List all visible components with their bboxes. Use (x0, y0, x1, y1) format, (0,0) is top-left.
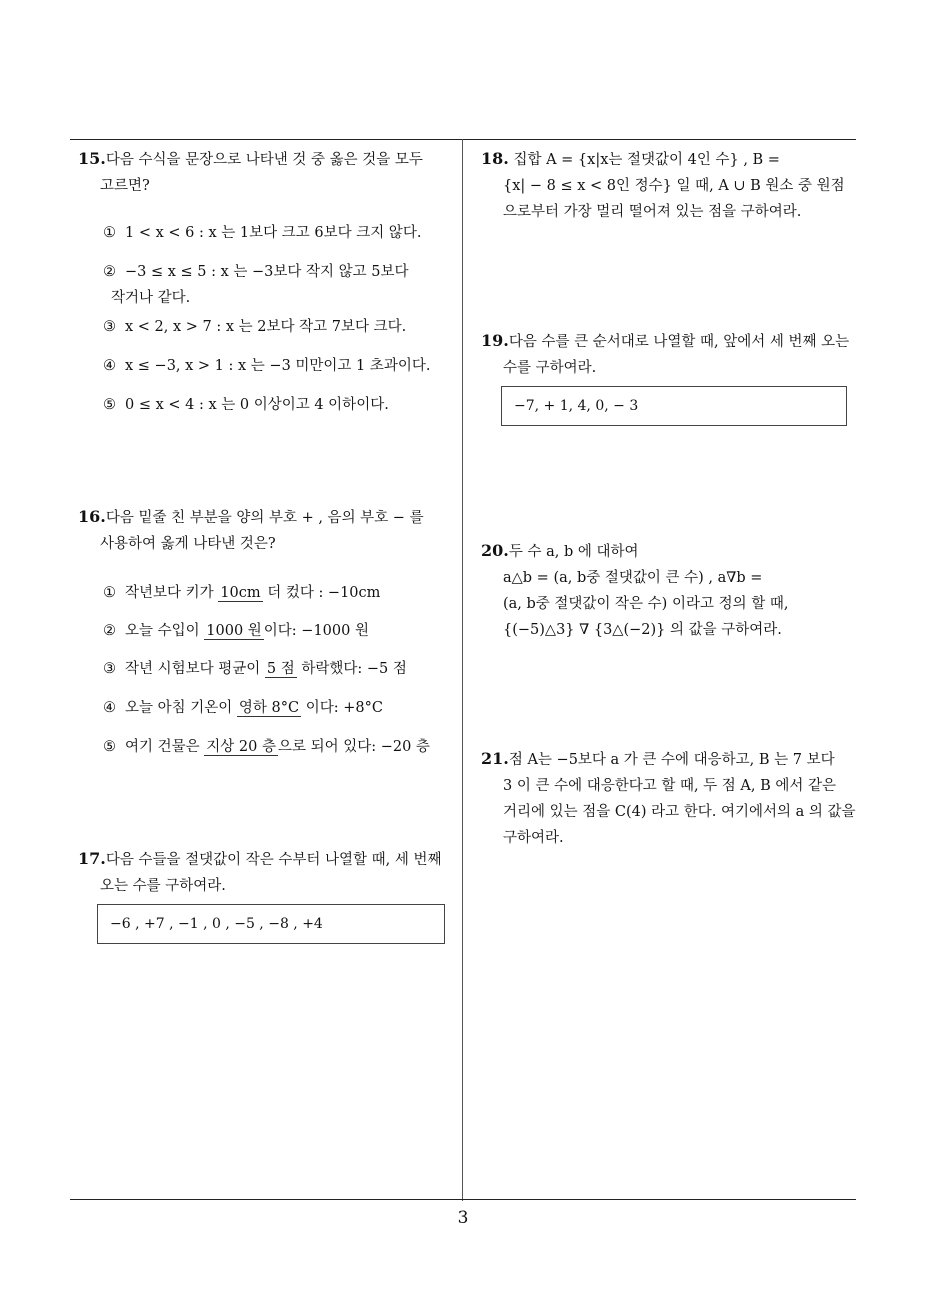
option-mark: ② (103, 264, 116, 280)
question-number: 15. (78, 149, 106, 168)
question-number: 21. (481, 749, 509, 768)
question-16 (78, 504, 456, 557)
question-text: 집합 A = {x|x는 절댓값이 4인 수} , B = (513, 152, 780, 168)
option-mark: ① (103, 585, 116, 601)
q16-option-4[interactable] (103, 695, 453, 721)
question-19 (481, 328, 859, 381)
q15-option-3[interactable] (103, 314, 453, 340)
option-text: 이다: −1000 원 (263, 623, 369, 639)
option-text: x ≤ −3, x > 1 : x 는 −3 미만이고 1 초과이다. (125, 358, 431, 374)
question-number: 17. (78, 849, 106, 868)
question-17 (78, 846, 456, 899)
option-text: 작년보다 키가 (125, 585, 219, 601)
question-number: 19. (481, 331, 509, 350)
option-text: 오늘 아침 기온이 (125, 700, 237, 716)
question-text: 다음 수들을 절댓값이 작은 수부터 나열할 때, 세 번째 (105, 852, 442, 868)
option-text: x < 2, x > 7 : x 는 2보다 작고 7보다 크다. (125, 319, 407, 335)
question-text-continued: 거리에 있는 점을 C(4) 라고 한다. 여기에서의 a 의 값을 (503, 804, 856, 820)
option-text: 이다: +8°C (301, 700, 383, 716)
option-mark: ③ (103, 319, 116, 335)
bottom-rule (70, 1199, 856, 1200)
option-text: 더 컸다 : −10cm (262, 585, 381, 601)
q15-option-2[interactable] (103, 259, 453, 311)
question-text-continued: 으로부터 가장 멀리 떨어져 있는 점을 구하여라. (503, 204, 802, 220)
question-text: 다음 수를 큰 순서대로 나열할 때, 앞에서 세 번째 오는 (508, 334, 850, 350)
option-text: −3 ≤ x ≤ 5 : x 는 −3보다 작지 않고 5보다 (125, 264, 409, 280)
option-text-continued: 작거나 같다. (111, 290, 191, 306)
option-mark: ① (103, 225, 116, 241)
question-20 (481, 538, 859, 643)
question-18 (481, 146, 859, 225)
option-mark: ③ (103, 661, 116, 677)
option-mark: ④ (103, 700, 116, 716)
option-text: 으로 되어 있다: −20 층 (277, 739, 430, 755)
q16-option-3[interactable] (103, 656, 453, 682)
question-text: 다음 밑줄 친 부분을 양의 부호 + , 음의 부호 − 를 (105, 510, 424, 526)
question-15 (78, 146, 456, 199)
question-text: 두 수 a, b 에 대하여 (508, 544, 639, 560)
q15-option-4[interactable] (103, 353, 453, 379)
q15-option-1[interactable] (103, 220, 453, 246)
question-text-continued: (a, b중 절댓값이 작은 수) 이라고 정의 할 때, (503, 596, 789, 612)
question-text-continued: 오는 수를 구하여라. (100, 878, 226, 894)
q16-option-2[interactable] (103, 618, 453, 644)
question-number: 16. (78, 507, 106, 526)
underlined-part: 10cm (220, 585, 261, 601)
question-text-continued: a△b = (a, b중 절댓값이 큰 수) , a∇b = (503, 570, 763, 586)
question-21 (481, 746, 859, 851)
q16-option-5[interactable] (103, 734, 453, 760)
underlined-part: 지상 20 층 (206, 739, 276, 755)
q17-number-box: −6 , +7 , −1 , 0 , −5 , −8 , +4 (97, 904, 445, 944)
option-text: 0 ≤ x < 4 : x 는 0 이상이고 4 이하이다. (125, 397, 389, 413)
option-text: 여기 건물은 (125, 739, 205, 755)
question-text-continued: {(−5)△3} ∇ {3△(−2)} 의 값을 구하여라. (503, 622, 782, 638)
question-text: 점 A는 −5보다 a 가 큰 수에 대응하고, B 는 7 보다 (508, 752, 835, 768)
question-text-continued: {x| − 8 ≤ x < 8인 정수} 일 때, A ∪ B 원소 중 원점 (503, 178, 845, 194)
underlined-part: 1000 원 (206, 623, 262, 639)
option-mark: ⑤ (103, 397, 116, 413)
q15-option-5[interactable] (103, 392, 453, 418)
option-text: 1 < x < 6 : x 는 1보다 크고 6보다 크지 않다. (125, 225, 422, 241)
question-text-continued: 구하여라. (503, 830, 564, 846)
question-number: 18. (481, 149, 509, 168)
question-text-continued: 수를 구하여라. (503, 360, 597, 376)
question-text-continued: 사용하여 옳게 나타낸 것은? (100, 536, 276, 552)
page-number: 3 (457, 1208, 469, 1228)
top-rule (70, 139, 856, 140)
question-text-continued: 고르면? (100, 178, 150, 194)
underlined-part: 영하 8°C (238, 700, 300, 716)
option-text: 하락했다: −5 점 (296, 661, 407, 677)
q16-option-1[interactable] (103, 580, 453, 606)
option-mark: ② (103, 623, 116, 639)
option-mark: ⑤ (103, 739, 116, 755)
underlined-part: 5 점 (266, 661, 295, 677)
question-text-continued: 3 이 큰 수에 대응한다고 할 때, 두 점 A, B 에서 같은 (503, 778, 836, 794)
question-text: 다음 수식을 문장으로 나타낸 것 중 옳은 것을 모두 (105, 152, 423, 168)
option-text: 작년 시험보다 평균이 (125, 661, 265, 677)
question-number: 20. (481, 541, 509, 560)
option-text: 오늘 수입이 (125, 623, 205, 639)
column-divider (462, 139, 463, 1201)
option-mark: ④ (103, 358, 116, 374)
q19-number-box: −7, + 1, 4, 0, − 3 (501, 386, 847, 426)
